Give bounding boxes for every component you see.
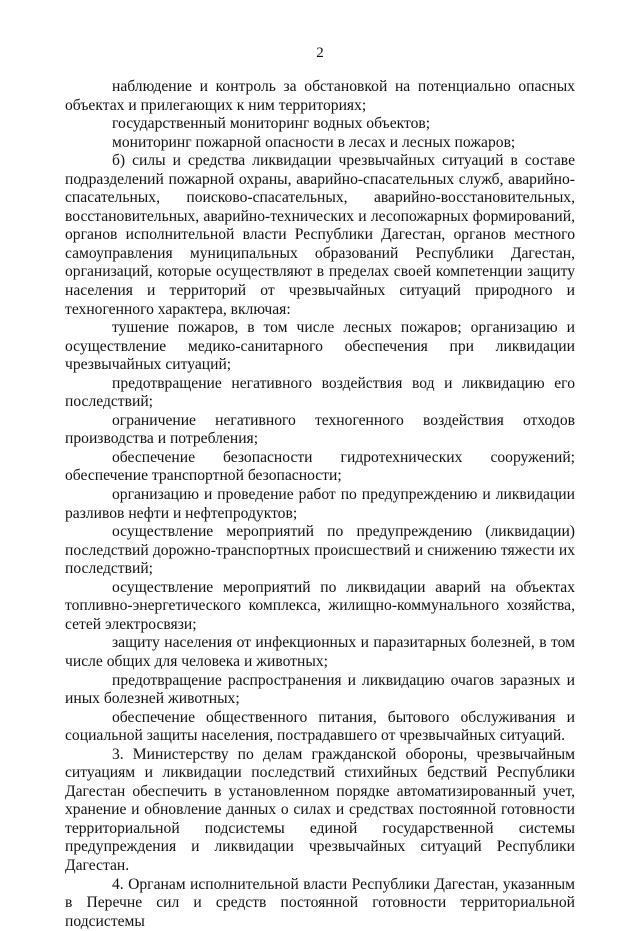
page-number: 2 [316, 45, 324, 61]
paragraph-energy-utilities: осуществление мероприятий по ликвидации аварий на объектах топливно-энергетического комплекса, жилищно-коммунального хозяйства, сетей электросвязи; [65, 578, 575, 633]
paragraph-animal-diseases: предотвращение распространения и ликвидацию очагов заразных и иных болезней животных; [65, 671, 575, 708]
paragraph-social-support: обеспечение общественного питания, бытового обслуживания и социальной защиты населения, пострадавшего от чрезвычайных ситуаций. [65, 708, 575, 745]
paragraph-item-3: 3. Министерству по делам гражданской обороны, чрезвычайным ситуациям и ликвидации последствий стихийных бедствий Республики Дагестан обеспечить в установленном порядке автоматизированный учет, хранение и обновление данных о силах и средствах постоянной готовности территориальной подсистемы единой государственной системы предупреждения и ликвидации чрезвычайных ситуаций Республики Дагестан. [65, 745, 575, 874]
paragraph-hazard-monitoring: наблюдение и контроль за обстановкой на потенциально опасных объектах и прилегающих к ним территориях; [65, 78, 575, 114]
paragraph-waste-impact: ограничение негативного техногенного воздействия отходов производства и потребления; [65, 411, 575, 448]
paragraph-forces-and-means: б) силы и средства ликвидации чрезвычайных ситуаций в составе подразделений пожарной охраны, аварийно-спасательных служб, аварийно-спасательных, поисково-спасательных, аварийно-восстановительных, восстановительных, аварийно-технических и лесопожарных формирований, органов исполнительной власти Республики Дагестан, органов местного самоуправления муниципальных образований Республики Дагестан, организаций, которые осуществляют в пределах своей компетенции защиту населения и территорий от чрезвычайных ситуаций природного и техногенного характера, включая: [65, 152, 575, 318]
paragraph-oil-spills: организацию и проведение работ по предупреждению и ликвидации разливов нефти и нефтепродуктов; [65, 486, 575, 522]
paragraph-item-4: 4. Органам исполнительной власти Республики Дагестан, указанным в Перечне сил и средств постоянной готовности территориальной подсистемы [65, 875, 575, 930]
document-body [65, 78, 575, 931]
paragraph-water-monitoring: государственный мониторинг водных объектов; [112, 115, 431, 133]
paragraph-water-impact: предотвращение негативного воздействия вод и ликвидацию его последствий; [65, 374, 575, 411]
paragraph-firefighting-medical: тушение пожаров, в том числе лесных пожаров; организацию и осуществление медико-санитарного обеспечения при ликвидации чрезвычайных ситуаций; [65, 319, 575, 374]
paragraph-hydro-transport-safety: обеспечение безопасности гидротехнических сооружений; обеспечение транспортной безопасности; [65, 448, 575, 485]
paragraph-road-accidents: осуществление мероприятий по предупреждению (ликвидации) последствий дорожно-транспортных происшествий и снижению тяжести их последствий; [65, 523, 575, 578]
paragraph-infectious-diseases: защиту населения от инфекционных и паразитарных болезней, в том числе общих для человека и животных; [65, 634, 575, 670]
paragraph-forest-fire-monitoring: мониторинг пожарной опасности в лесах и лесных пожаров; [112, 133, 516, 151]
